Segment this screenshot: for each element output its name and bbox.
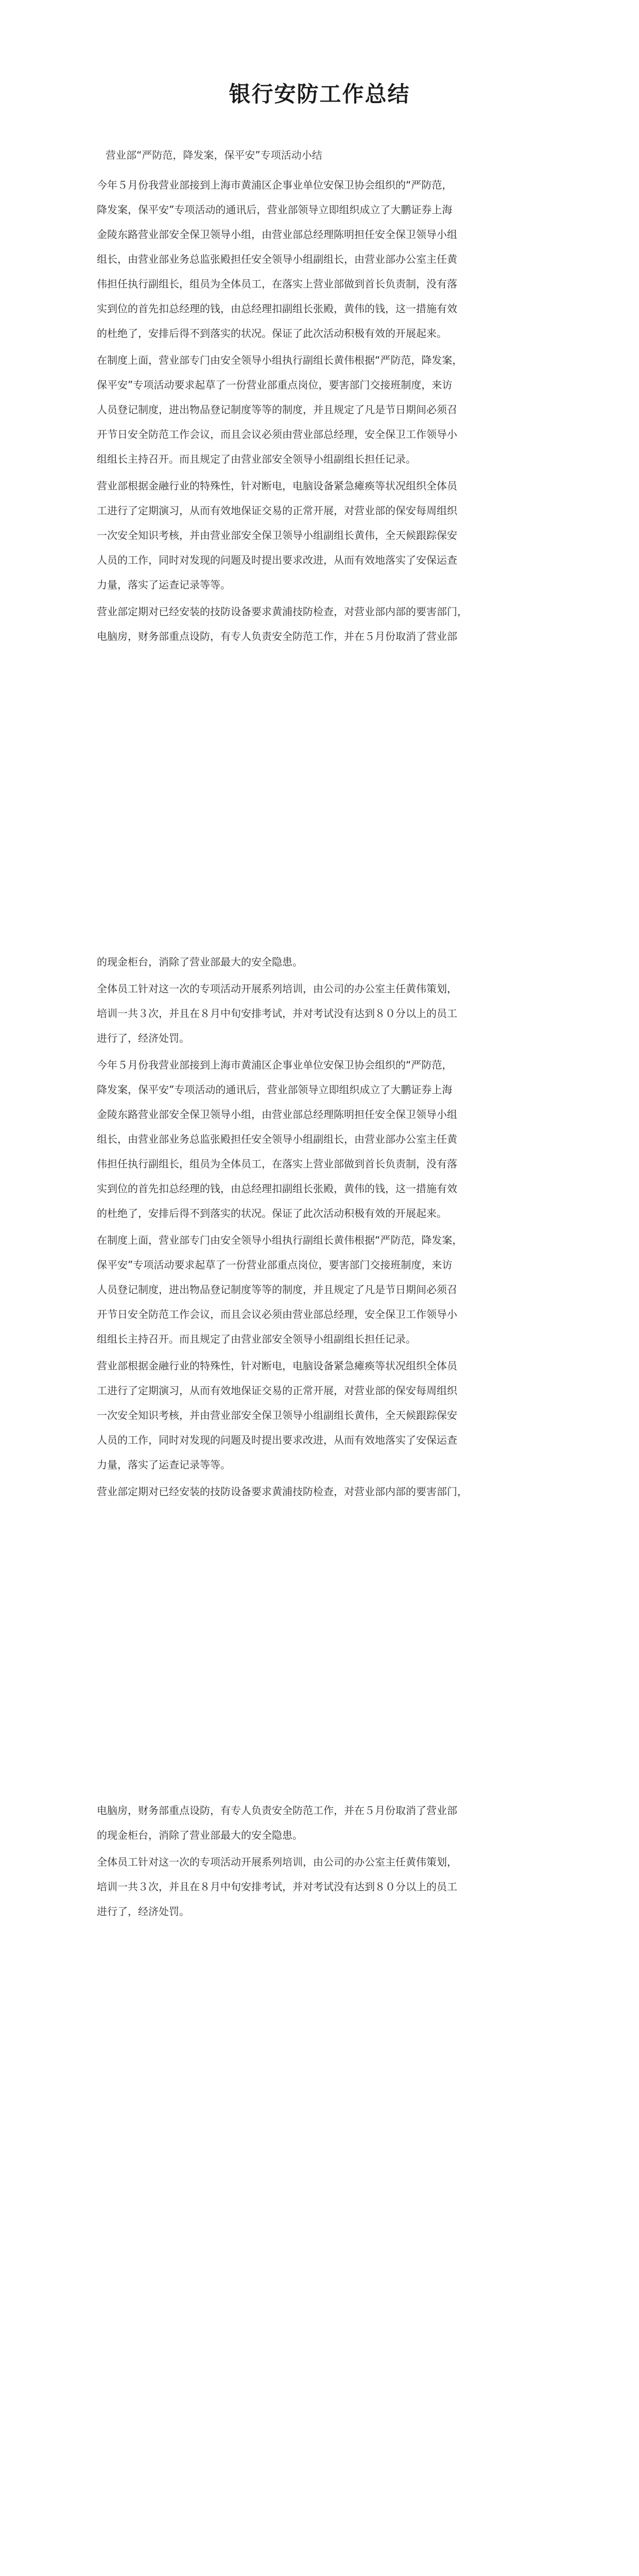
paragraph: 在制度上面，营业部专门由安全领导小组执行副组长黄伟根据“严防范，降发案， 保平安”专项活动要求起草了一份营业部重点岗位，要害部门交接班制度，来访 人员登记制度，进出物品登记制度等等的制度，并且规定了凡是节日期间必须召 开节日安全防范工作会议，而且会议必须由营业部总经理，安全保卫工作领导小 组组长主持召开。而且规定了由营业部安全领导小组副组长担任记录。: [97, 1234, 463, 1345]
paragraph: 电脑房，财务部重点设防，有专人负责安全防范工作，并在５月份取消了营业部 的现金柜台，消除了营业部最大的安全隐患。: [97, 1804, 457, 1841]
section-page-2: [97, 950, 545, 1506]
paragraph: 在制度上面，营业部专门由安全领导小组执行副组长黄伟根据“严防范，降发案， 保平安”专项活动要求起草了一份营业部重点岗位，要害部门交接班制度，来访 人员登记制度，进出物品登记制度等等的制度，并且规定了凡是节日期间必须召 开节日安全防范工作会议，而且会议必须由营业部总经理，安全保卫工作领导小 组组长主持召开。而且规定了由营业部安全领导小组副组长担任记录。: [97, 354, 463, 465]
paragraph: 全体员工针对这一次的专项活动开展系列培训，由公司的办公室主任黄伟策划， 培训一共３次，并且在８月中旬安排考试，并对考试没有达到８０分以上的员工 进行了，经济处罚。: [97, 982, 457, 1044]
paragraph: 今年５月份我营业部接到上海市黄浦区企事业单位安保卫协会组织的“严防范， 降发案，保平安”专项活动的通讯后，营业部领导立即组织成立了大鹏证券上海 金陵东路营业部安全保卫领导小组，由营业部总经理陈明担任安全保卫领导小组 组长，由营业部业务总监张殿担任安全领导小组副组长，由营业部办公室主任黄 伟担任执行副组长，组员为全体员工，在落实上营业部做到首长负责制，没有落 实到位的首先扣总经理的钱，由总经理扣副组长张殿，黄伟的钱，这一措施有效 的杜绝了，安排后得不到落实的状况。保证了此次活动积极有效的开展起来。: [97, 179, 457, 340]
paragraph: 的现金柜台，消除了营业部最大的安全隐患。: [97, 956, 303, 968]
paragraph: 营业部根据金融行业的特殊性，针对断电，电脑设备紧急瘫痪等状况组织全体员 工进行了定期演习，从而有效地保证交易的正常开展，对营业部的保安每周组织 一次安全知识考核，并由营业部安全保卫领导小组副组长黄伟，全天候跟踪保安 人员的工作，同时对发现的问题及时提出要求改进，从而有效地落实了安保运查 力量，落实了运查记录等等。: [97, 1360, 457, 1471]
paragraph: 营业部定期对已经安装的技防设备要求黄浦技防检查，对营业部内部的要害部门， 电脑房，财务部重点设防，有专人负责安全防范工作，并在５月份取消了营业部: [97, 605, 468, 642]
document-title: 银行安防工作总结: [229, 81, 410, 107]
section-page-1: [97, 173, 545, 651]
document-subtitle: 营业部“严防范，降发案，保平安”专项活动小结: [106, 149, 322, 161]
paragraph: 全体员工针对这一次的专项活动开展系列培训，由公司的办公室主任黄伟策划， 培训一共３次，并且在８月中旬安排考试，并对考试没有达到８０分以上的员工 进行了，经济处罚。: [97, 1856, 457, 1918]
paragraph: 今年５月份我营业部接到上海市黄浦区企事业单位安保卫协会组织的“严防范， 降发案，保平安”专项活动的通讯后，营业部领导立即组织成立了大鹏证券上海 金陵东路营业部安全保卫领导小组，由营业部总经理陈明担任安全保卫领导小组 组长，由营业部业务总监张殿担任安全领导小组副组长，由营业部办公室主任黄 伟担任执行副组长，组员为全体员工，在落实上营业部做到首长负责制，没有落 实到位的首先扣总经理的钱，由总经理扣副组长张殿，黄伟的钱，这一措施有效 的杜绝了，安排后得不到落实的状况。保证了此次活动积极有效的开展起来。: [97, 1059, 457, 1219]
section-page-3: [97, 1798, 545, 1926]
paragraph: 营业部定期对已经安装的技防设备要求黄浦技防检查，对营业部内部的要害部门，: [97, 1485, 468, 1498]
paragraph: 营业部根据金融行业的特殊性，针对断电，电脑设备紧急瘫痪等状况组织全体员 工进行了定期演习，从而有效地保证交易的正常开展，对营业部的保安每周组织 一次安全知识考核，并由营业部安全保卫领导小组副组长黄伟，全天候跟踪保安 人员的工作，同时对发现的问题及时提出要求改进，从而有效地落实了安保运查 力量，落实了运查记录等等。: [97, 480, 457, 591]
